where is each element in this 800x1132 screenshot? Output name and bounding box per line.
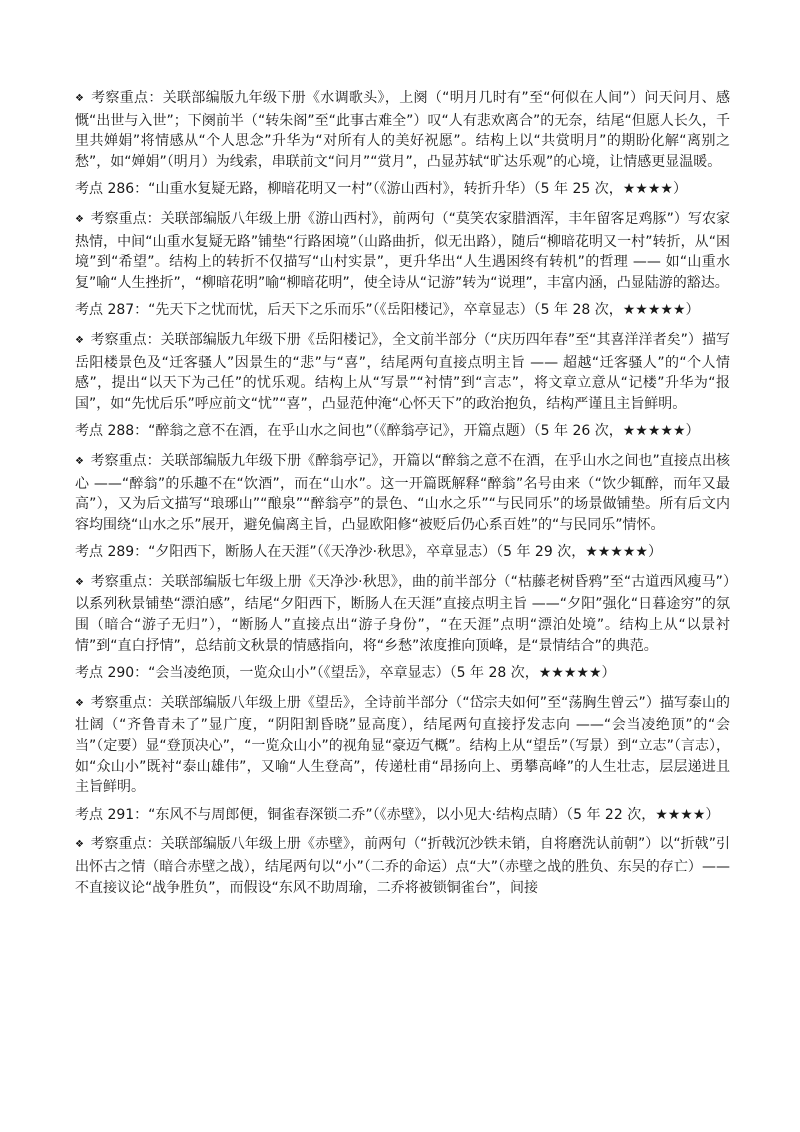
bullet-diamond-icon: ❖ (75, 839, 84, 851)
analysis-paragraph: ❖ 考察重点：关联部编版八年级上册《赤壁》，前两句（“折戟沉沙铁未销，自将磨洗认前朝”）以“折戟”引出怀古之情（暗合赤壁之战），结尾两句以“小”（二乔的命运）点“大”（赤壁之战的胜负、东吴的存亡）—— 不直接议论“战争胜负”，而假设“东风不助周瑜，二乔将被锁铜雀台”，间接 (75, 836, 730, 896)
bullet-diamond-icon: ❖ (75, 576, 85, 588)
entry-block (75, 663, 730, 798)
entry-block (75, 179, 730, 293)
exam-point-heading: 考点 291：“东风不与周郎便，铜雀春深锁二乔”（《赤壁》，以小见大·结构点睛）（5 年 22 次，★★★★） (75, 806, 720, 823)
entry-block (75, 542, 730, 656)
bullet-diamond-icon: ❖ (75, 93, 85, 104)
analysis-paragraph: ❖ 考察重点：关联部编版七年级上册《天净沙·秋思》，曲的前半部分（“枯藤老树昏鸦”至“古道西风瘦马”）以系列秋景铺垫“漂泊感”，结尾“夕阳西下，断肠人在天涯”直接点明主旨 ——“夕阳”强化“日暮途穷”的氛围（暗合“游子无归”），“断肠人”直接点出“游子身份”，“在天涯”点明“漂泊处境”。结构上从“以景衬情”到“直白抒情”，总结前文秋景的情感指向，将“乡愁”浓度推向顶峰，是“景情结合”的典范。 (75, 573, 731, 654)
entry-block (75, 805, 730, 898)
analysis-paragraph: ❖ 考察重点：关联部编版九年级下册《醉翁亭记》，开篇以“醉翁之意不在酒，在乎山水之间也”直接点出核心 ——“醉翁”的乐趣不在“饮酒”，而在“山水”。这一开篇既解释“醉翁”名号由来（“饮少辄醉，而年又最高”），又为后文描写“琅琊山”“酿泉”“醉翁亭”的景色、“山水之乐”“与民同乐”的场景做铺垫。所有后文内容均围绕“山水之乐”展开，避免偏离主旨，凸显欧阳修“被贬后仍心系百姓”的“与民同乐”情怀。 (75, 452, 730, 533)
exam-point-heading: 考点 286：“山重水复疑无路，柳暗花明又一村”（《游山西村》，转折升华）（5 年 25 次，★★★★） (75, 181, 687, 198)
entry-block (75, 300, 730, 414)
exam-point-heading: 考点 289：“夕阳西下，断肠人在天涯”（《天净沙·秋思》，卒章显志）（5 年 29 次，★★★★★） (75, 544, 662, 561)
bullet-diamond-icon: ❖ (75, 334, 84, 346)
analysis-paragraph: ❖ 考察重点：关联部编版八年级上册《游山西村》，前两句（“莫笑农家腊酒浑，丰年留客足鸡豚”）写农家热情，中间“山重水复疑无路”铺垫“行路困境”（山路曲折，似无出路），随后“柳暗花明又一村”转折，从“困境”到“希望”。结构上的转折不仅描写“山村实景”，更升华出“人生遇困终有转机”的哲理 —— 如“山重水复”喻“人生挫折”，“柳暗花明”喻“柳暗花明”，使全诗从“记游”转为“说理”，丰富内涵，凸显陆游的豁达。 (75, 210, 730, 291)
exam-point-heading: 考点 287：“先天下之忧而忧，后天下之乐而乐”（《岳阳楼记》，卒章显志）（5 年 28 次，★★★★★） (75, 302, 700, 319)
exam-point-heading: 考点 288：“醉翁之意不在酒，在乎山水之间也”（《醉翁亭记》，开篇点题）（5 年 26 次，★★★★★） (75, 423, 700, 440)
entry-block (75, 88, 730, 172)
document-page (75, 88, 730, 905)
analysis-paragraph: ❖ 考察重点：关联部编版八年级上册《望岳》，全诗前半部分（“岱宗夫如何”至“荡胸生曾云”）描写泰山的壮阔（“齐鲁青未了”显广度，“阴阳割昏晓”显高度），结尾两句直接抒发志向 ——“会当凌绝顶”的“会当”（定要）显“登顶决心”，“一览众山小”的视角显“豪迈气概”。结构上从“望岳”（写景）到“立志”（言志），如“众山小”既衬“泰山雄伟”，又喻“人生登高”，传递杜甫“昂扬向上、勇攀高峰”的人生壮志，层层递进且主旨鲜明。 (75, 694, 730, 796)
bullet-diamond-icon: ❖ (75, 455, 85, 467)
bullet-diamond-icon: ❖ (75, 697, 84, 709)
entry-block (75, 421, 730, 535)
bullet-diamond-icon: ❖ (75, 213, 85, 225)
analysis-paragraph: ❖ 考察重点：关联部编版九年级下册《岳阳楼记》，全文前半部分（“庆历四年春”至“其喜洋洋者矣”）描写岳阳楼景色及“迁客骚人”因景生的“悲”与“喜”，结尾两句直接点明主旨 —— 超越“迁客骚人”的“个人情感”，提出“以天下为己任”的忧乐观。结构上从“写景”“衬情”到“言志”，将文章立意从“记楼”升华为“报国”，如“先忧后乐”呼应前文“忧”“喜”，凸显范仲淹“心怀天下”的政治抱负，结构严谨且主旨鲜明。 (75, 331, 730, 412)
exam-point-heading: 考点 290：“会当凌绝顶，一览众山小”（《望岳》，卒章显志）（5 年 28 次，★★★★★） (75, 665, 616, 682)
analysis-paragraph: ❖ 考察重点：关联部编版九年级下册《水调歌头》，上阕（“明月几时有”至“何似在人间”）问天问月、感慨“出世与入世”；下阕前半（“转朱阁”至“此事古难全”）叹“人有悲欢离合”的无奈，结尾“但愿人长久，千里共婵娟”将情感从“个人思念”升华为“对所有人的美好祝愿”。结构上以“共赏明月”的期盼化解“离别之愁”，如“婵娟”（明月）为线索，串联前文“问月”“赏月”，凸显苏轼“旷达乐观”的心境，让情感更显温暖。 (75, 90, 731, 170)
